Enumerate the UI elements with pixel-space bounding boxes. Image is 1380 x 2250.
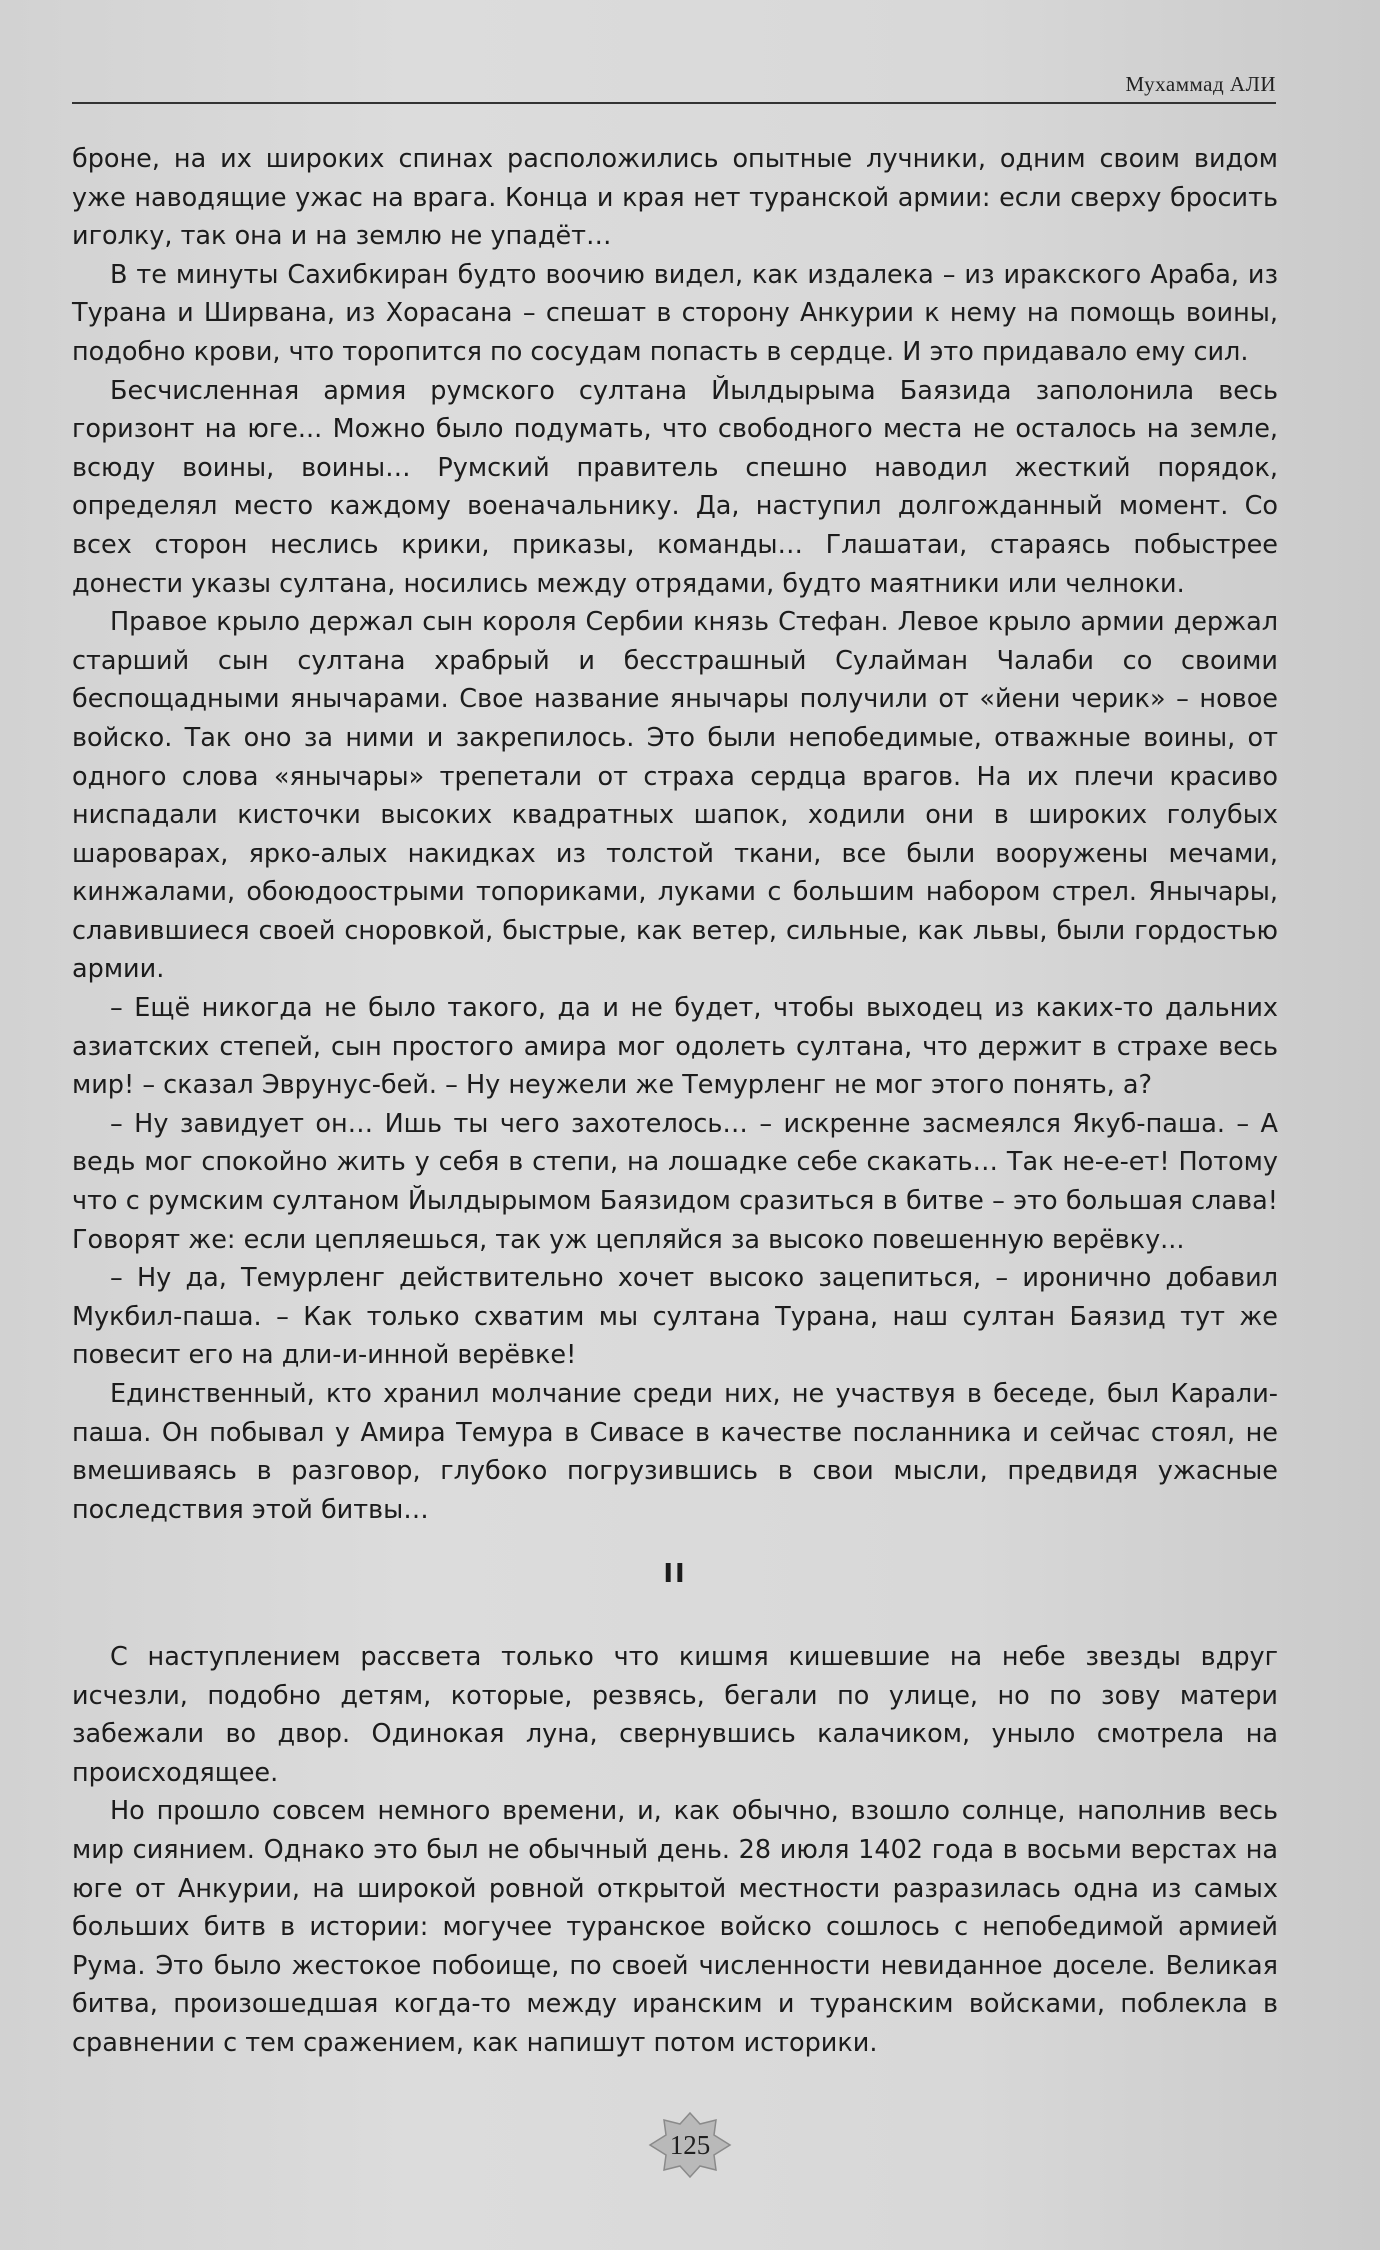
running-header — [72, 66, 1276, 104]
paragraphs-before-section — [72, 140, 1278, 1529]
paragraph: – Ещё никогда не было такого, да и не будет, чтобы выходец из каких-то дальних азиатских степей, сын простого амира мог одолеть султана, что держит в страхе весь мир! – сказал Эврунус-бей. – Ну неужели же Темурленг не мог этого понять, а? — [72, 993, 1278, 1101]
page-body — [72, 140, 1278, 2063]
paragraph: Но прошло совсем немного времени, и, как обычно, взошло солнце, наполнив весь мир сиянием. Однако это был не обычный день. 28 июля 1402 года в восьми верстах на юге от Анкурии, на широкой ровной открытой местности разразилась одна из самых больших битв в истории: могучее туранское войско сошлось с непобедимой армией Рума. Это было жестокое побоище, по своей численности невиданное доселе. Великая битва, произошедшая когда-то между иранским и туранским войсками, поблекла в сравнении с тем сражением, как напишут потом историки. — [72, 1796, 1278, 2058]
section-number: II — [663, 1559, 687, 1590]
page-number-badge — [642, 2110, 738, 2180]
paragraph: В те минуты Сахибкиран будто воочию видел, как издалека – из иракского Араба, из Турана и Ширвана, из Хорасана – спешат в сторону Анкурии к нему на помощь воины, подобно крови, что торопится по сосудам попасть в сердце. И это придавало ему сил. — [72, 259, 1278, 367]
paragraph: – Ну завидует он… Ишь ты чего захотелось… – искренне засмеялся Якуб-паша. – А ведь мог спокойно жить у себя в степи, на лошадке себе скакать… Так не-е-ет! Потому что с румским султаном Йылдырымом Баязидом сразиться в битве – это большая слава! Говорят же: если цепляешься, так уж цепляйся за высоко повешенную верёвку... — [72, 1108, 1278, 1255]
paragraphs-after-section — [72, 1638, 1278, 2063]
paragraph: С наступлением рассвета только что кишмя кишевшие на небе звезды вдруг исчезли, подобно детям, которые, резвясь, бегали по улице, но по зову матери забежали во двор. Одинокая луна, свернувшись калачиком, уныло смотрела на происходящее. — [72, 1641, 1278, 1788]
running-title: Мухаммад АЛИ — [1125, 72, 1276, 96]
paragraph: броне, на их широких спинах расположились опытные лучники, одним своим видом уже наводящие ужас на врага. Конца и края нет туранской армии: если сверху бросить иголку, так она и на землю не упадёт… — [72, 144, 1278, 252]
paragraph: – Ну да, Темурленг действительно хочет высоко зацепиться, – иронично добавил Мукбил-паша. – Как только схватим мы султана Турана, наш султан Баязид тут же повесит его на дли-и-инной верёвке! — [72, 1263, 1278, 1371]
paragraph: Бесчисленная армия румского султана Йылдырыма Баязида заполонила весь горизонт на юге... Можно было подумать, что свободного места не осталось на земле, всюду воины, воины… Румский правитель спешно наводил жесткий порядок, определял место каждому военачальнику. Да, наступил долгожданный момент. Со всех сторон неслись крики, приказы, команды… Глашатаи, стараясь побыстрее донести указы султана, носились между отрядами, будто маятники или челноки. — [72, 375, 1278, 599]
paragraph: Единственный, кто хранил молчание среди них, не участвуя в беседе, был Карали-паша. Он побывал у Амира Темура в Сивасе в качестве посланника и сейчас стоял, не вмешиваясь в разговор, глубоко погрузившись в свои мысли, предвидя ужасные последствия этой битвы… — [72, 1379, 1278, 1525]
paragraph: Правое крыло держал сын короля Сербии князь Стефан. Левое крыло армии держал старший сын султана храбрый и бесстрашный Сулайман Чалаби со своими беспощадными янычарами. Свое название янычары получили от «йени черик» – новое войско. Так оно за ними и закрепилось. Это были непобедимые, отважные воины, от одного слова «янычары» трепетали от страха сердца врагов. На их плечи красиво ниспадали кисточки высоких квадратных шапок, ходили они в широких голубых шароварах, ярко-алых накидках из толстой ткани, все были вооружены мечами, кинжалами, обоюдоострыми топориками, луками с большим набором стрел. Янычары, славившиеся своей сноровкой, быстрые, как ветер, сильные, как львы, были гордостью армии. — [72, 607, 1278, 985]
page-number: 125 — [669, 2129, 711, 2160]
